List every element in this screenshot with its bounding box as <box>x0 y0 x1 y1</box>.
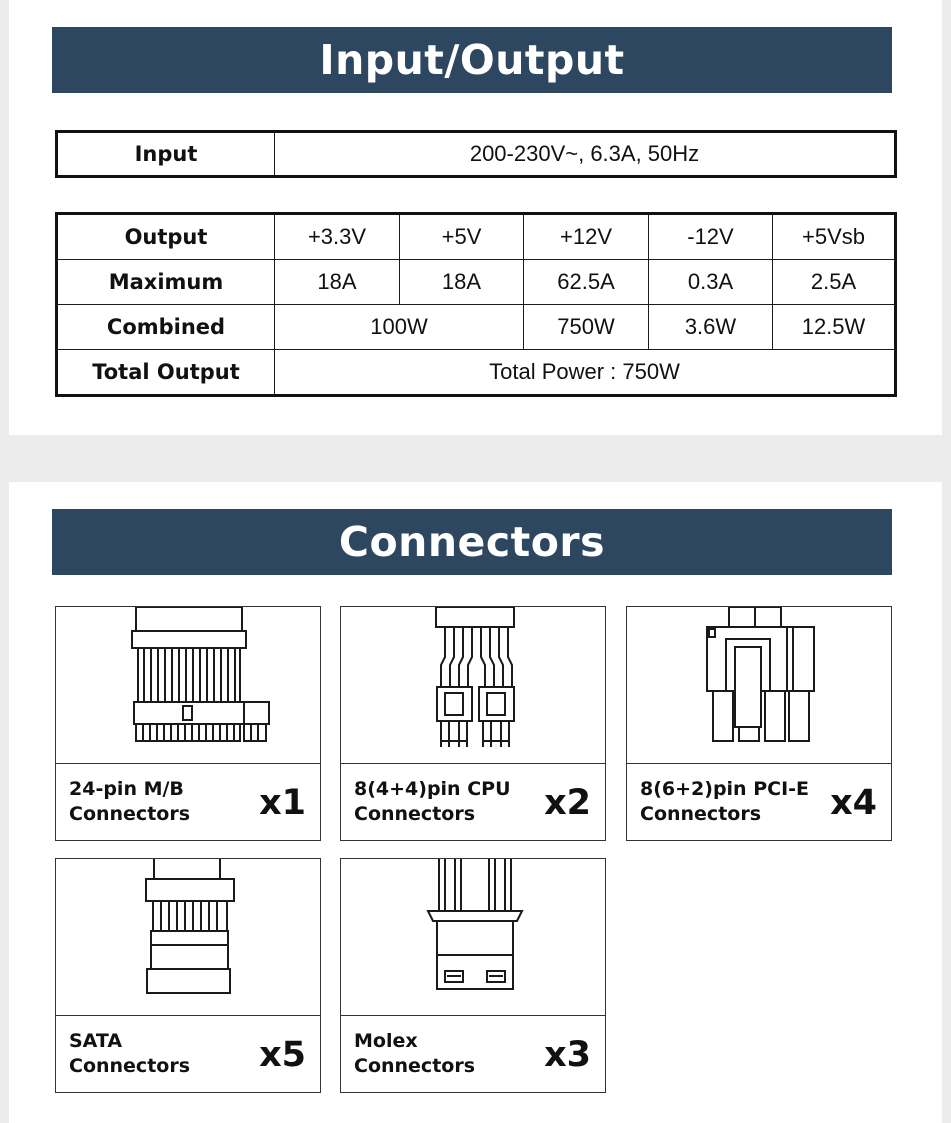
connector-count: x2 <box>544 783 591 823</box>
input-label: Input <box>57 132 275 177</box>
row-label-maximum: Maximum <box>57 260 275 305</box>
connector-suffix: Connectors <box>69 1055 191 1077</box>
connector-card-cpu <box>340 606 606 841</box>
connector-name: SATA <box>69 1030 123 1052</box>
connector-name: Molex <box>354 1030 418 1052</box>
combined-12v: 750W <box>524 305 649 350</box>
molex-connector-icon <box>341 859 607 1015</box>
max-neg12v: 0.3A <box>649 260 773 305</box>
connector-suffix: Connectors <box>354 803 476 825</box>
connector-name: 8(6+2)pin PCI-E <box>640 778 810 800</box>
rail-12v: +12V <box>524 214 649 260</box>
connector-count: x1 <box>259 783 306 823</box>
max-12v: 62.5A <box>524 260 649 305</box>
connector-card-sata <box>55 858 321 1093</box>
row-label-output: Output <box>57 214 275 260</box>
connector-card-pcie <box>626 606 892 841</box>
connectors-panel <box>9 482 942 1123</box>
total-output-row <box>57 350 896 396</box>
combined-3v3-5v: 100W <box>275 305 524 350</box>
connector-suffix: Connectors <box>354 1055 476 1077</box>
combined-row <box>57 305 896 350</box>
total-power-value: Total Power : 750W <box>275 350 896 396</box>
cpu-8pin-connector-icon <box>341 607 607 763</box>
max-5vsb: 2.5A <box>773 260 896 305</box>
connector-count: x4 <box>830 783 877 823</box>
input-table <box>55 130 897 178</box>
input-row <box>57 132 896 177</box>
connector-label <box>354 777 534 827</box>
connector-name: 8(4+4)pin CPU <box>354 778 511 800</box>
connector-label <box>69 777 249 827</box>
combined-neg12v: 3.6W <box>649 305 773 350</box>
connector-card-image <box>341 607 605 764</box>
connector-count: x3 <box>544 1035 591 1075</box>
connector-card-image <box>627 607 891 764</box>
rail-3v3: +3.3V <box>275 214 400 260</box>
connectors-title: Connectors <box>52 509 892 575</box>
max-3v3: 18A <box>275 260 400 305</box>
rail-neg12v: -12V <box>649 214 773 260</box>
connector-card-molex <box>340 858 606 1093</box>
atx-24pin-connector-icon <box>56 607 322 763</box>
connector-label <box>640 777 820 827</box>
input-value: 200-230V~, 6.3A, 50Hz <box>275 132 896 177</box>
connector-suffix: Connectors <box>69 803 191 825</box>
connector-card-image <box>56 607 320 764</box>
connector-label <box>354 1029 534 1079</box>
sata-connector-icon <box>56 859 322 1015</box>
input-output-title: Input/Output <box>52 27 892 93</box>
connector-card-image <box>341 859 605 1016</box>
rail-5v: +5V <box>400 214 524 260</box>
row-label-total-output: Total Output <box>57 350 275 396</box>
connector-suffix: Connectors <box>640 803 762 825</box>
max-5v: 18A <box>400 260 524 305</box>
connector-count: x5 <box>259 1035 306 1075</box>
connector-card-24pin <box>55 606 321 841</box>
pcie-8pin-connector-icon <box>627 607 893 763</box>
row-label-combined: Combined <box>57 305 275 350</box>
connector-label <box>69 1029 249 1079</box>
combined-5vsb: 12.5W <box>773 305 896 350</box>
output-table <box>55 212 897 397</box>
connector-name: 24-pin M/B <box>69 778 184 800</box>
input-output-panel <box>9 0 942 435</box>
maximum-row <box>57 260 896 305</box>
rail-5vsb: +5Vsb <box>773 214 896 260</box>
output-rails-row <box>57 214 896 260</box>
connector-card-image <box>56 859 320 1016</box>
